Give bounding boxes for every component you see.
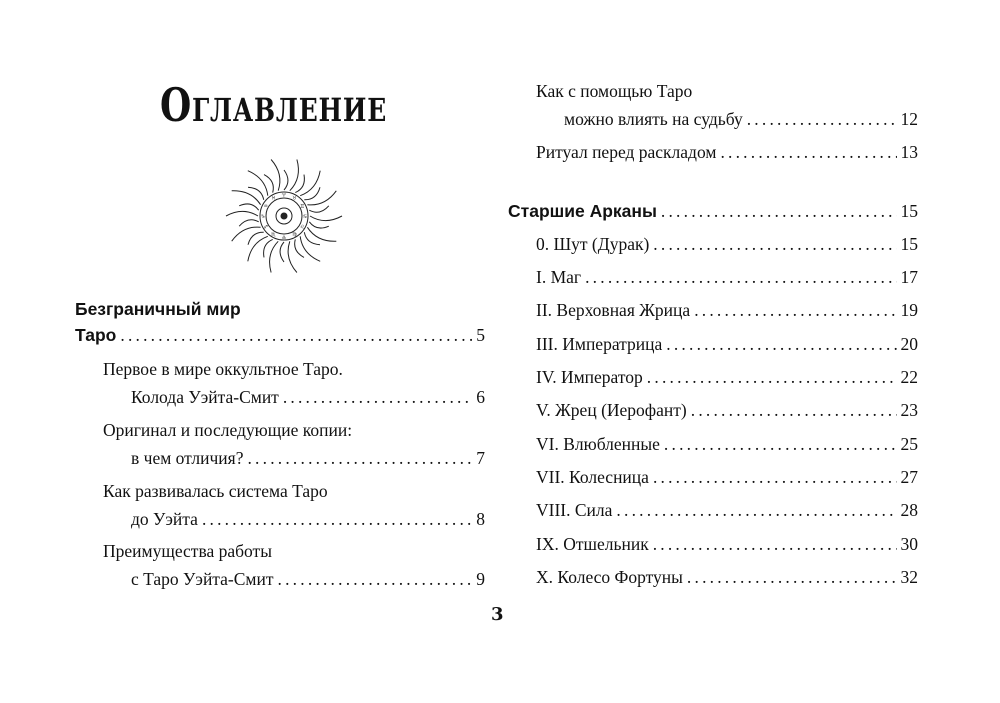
toc-leader [747, 108, 897, 130]
sun-ray [248, 171, 268, 196]
toc-page: 19 [900, 300, 918, 320]
toc-page: 32 [900, 567, 918, 587]
toc-page: 9 [476, 569, 485, 589]
toc-entry-r1[interactable] [536, 141, 918, 163]
toc-entry-r9[interactable] [536, 433, 918, 455]
toc-page: 28 [900, 500, 918, 520]
zodiac-sign-icon: ♉ [292, 195, 297, 202]
toc-entry-line1: Преимущества работы [103, 541, 272, 561]
toc-entry-1[interactable] [103, 358, 485, 408]
toc-page: 20 [900, 334, 918, 354]
toc-entry-title: до Уэйта [131, 509, 198, 529]
zodiac-sign-icon: ♓ [271, 195, 276, 202]
toc-entry-line1: Как развивалась система Таро [103, 481, 328, 501]
zodiac-sign-icon: ♍ [292, 232, 297, 238]
toc-entry-r13[interactable] [536, 566, 918, 588]
toc-entry-r0[interactable] [536, 80, 918, 130]
page-title: Оглавление [160, 78, 388, 132]
toc-page: 12 [900, 109, 918, 129]
toc-entry-title: IV. Император [536, 367, 643, 387]
toc-page: 30 [900, 534, 918, 554]
toc-entry-title: Колода Уэйта-Смит [131, 387, 279, 407]
toc-entry-title: можно влиять на судьбу [564, 109, 743, 129]
sun-ray [248, 187, 264, 200]
zodiac-sign-icon: ♎ [281, 234, 287, 241]
toc-page: 23 [900, 400, 918, 420]
sun-ray [307, 227, 336, 241]
toc-leader [120, 324, 472, 346]
sun-ray [271, 160, 280, 191]
zodiac-sign-icon: ♐ [263, 224, 269, 231]
toc-leader [694, 299, 896, 321]
toc-entry-r7[interactable] [536, 366, 918, 388]
toc-page: 6 [476, 387, 485, 407]
toc-entry-title: 0. Шут (Дурак) [536, 234, 650, 254]
toc-entry-title: в чем отличия? [131, 448, 244, 468]
toc-leader [664, 433, 897, 455]
toc-entry-title: Ритуал перед раскладом [536, 142, 717, 162]
toc-entry-r12[interactable] [536, 533, 918, 555]
toc-entry-r8[interactable] [536, 399, 918, 421]
toc-entry-title: Таро [75, 325, 117, 345]
toc-entry-title: VI. Влюбленные [536, 434, 660, 454]
sun-ray [310, 216, 342, 221]
toc-entry-2[interactable] [103, 419, 485, 469]
sun-ray [290, 160, 299, 191]
toc-page: 15 [900, 201, 918, 221]
toc-entry-title: X. Колесо Фортуны [536, 567, 683, 587]
sun-zodiac-icon [224, 156, 344, 276]
sun-ray [226, 211, 258, 216]
toc-page: 17 [900, 267, 918, 287]
sun-ray [295, 239, 304, 257]
toc-entry-title: VIII. Сила [536, 500, 613, 520]
page-number: 3 [491, 604, 504, 625]
toc-page: 27 [900, 467, 918, 487]
toc-entry-4[interactable] [103, 540, 485, 590]
toc-page: 22 [900, 367, 918, 387]
toc-entry-r4[interactable] [536, 266, 918, 288]
toc-entry-r6[interactable] [536, 333, 918, 355]
toc-entry-title: Старшие Арканы [508, 201, 657, 221]
toc-entry-line1: Первое в мире оккультное Таро. [103, 359, 343, 379]
toc-leader [653, 533, 897, 555]
toc-page: 13 [900, 142, 918, 162]
sun-ray [248, 232, 264, 245]
zodiac-sign-icon: ♑ [260, 213, 266, 220]
toc-entry-r5[interactable] [536, 299, 918, 321]
toc-entry-3[interactable] [103, 480, 485, 530]
sun-ray [270, 241, 279, 272]
sun-ray [232, 227, 261, 241]
toc-entry-r2[interactable] [508, 200, 918, 222]
zodiac-sign-icon: ♌ [299, 224, 305, 231]
sun-ray [304, 232, 320, 245]
zodiac-sign-icon: ♏ [271, 232, 276, 238]
sun-ray [300, 236, 320, 261]
toc-leader [647, 366, 897, 388]
toc-entry-title: V. Жрец (Иерофант) [536, 400, 687, 420]
toc-entry-title: с Таро Уэйта-Смит [131, 569, 274, 589]
toc-entry-title: IX. Отшельник [536, 534, 649, 554]
zodiac-sign-icon: ♋ [302, 213, 308, 220]
sun-ray [304, 187, 320, 200]
zodiac-sign-icon: ♈ [281, 192, 287, 199]
sun-ray [284, 170, 288, 190]
toc-leader [283, 386, 472, 408]
toc-entry-line1: Безграничный мир [75, 299, 241, 319]
toc-leader [687, 566, 897, 588]
toc-leader [720, 141, 896, 163]
toc-page: 25 [900, 434, 918, 454]
toc-leader [661, 200, 897, 222]
sun-ray [288, 241, 297, 272]
sun-ray [264, 175, 273, 193]
toc-leader [653, 466, 897, 488]
sun-ray [232, 191, 261, 205]
sun-ray [295, 175, 304, 193]
toc-leader [691, 399, 897, 421]
toc-entry-title: III. Императрица [536, 334, 663, 354]
sun-ray [239, 204, 259, 210]
sun-ray [307, 191, 336, 205]
toc-leader [247, 447, 472, 469]
sun-ray [248, 236, 268, 261]
toc-leader [616, 499, 896, 521]
sun-ray [309, 222, 329, 228]
toc-entry-line1: Как с помощью Таро [536, 81, 693, 101]
sun-ray [280, 242, 284, 262]
toc-leader [666, 333, 896, 355]
toc-leader [278, 568, 473, 590]
toc-entry-0[interactable] [75, 298, 485, 346]
toc-leader [653, 233, 896, 255]
sun-ray [239, 220, 259, 226]
toc-entry-line1: Оригинал и последующие копии: [103, 420, 353, 440]
toc-leader [585, 266, 896, 288]
toc-entry-r11[interactable] [536, 499, 918, 521]
toc-entry-title: VII. Колесница [536, 467, 649, 487]
toc-page: 8 [476, 509, 485, 529]
toc-entry-r10[interactable] [536, 466, 918, 488]
toc-entry-r3[interactable] [536, 233, 918, 255]
toc-page: 5 [476, 325, 485, 345]
toc-entry-title: II. Верховная Жрица [536, 300, 691, 320]
zodiac-sign-icon: ♊ [299, 203, 305, 210]
zodiac-sign-icon: ♒ [263, 203, 269, 210]
sun-ray [264, 239, 273, 257]
toc-page: 7 [476, 448, 485, 468]
sun-ray [300, 171, 320, 196]
sun-ray [309, 206, 329, 212]
toc-page: 15 [900, 234, 918, 254]
toc-entry-title: I. Маг [536, 267, 582, 287]
toc-leader [202, 508, 472, 530]
